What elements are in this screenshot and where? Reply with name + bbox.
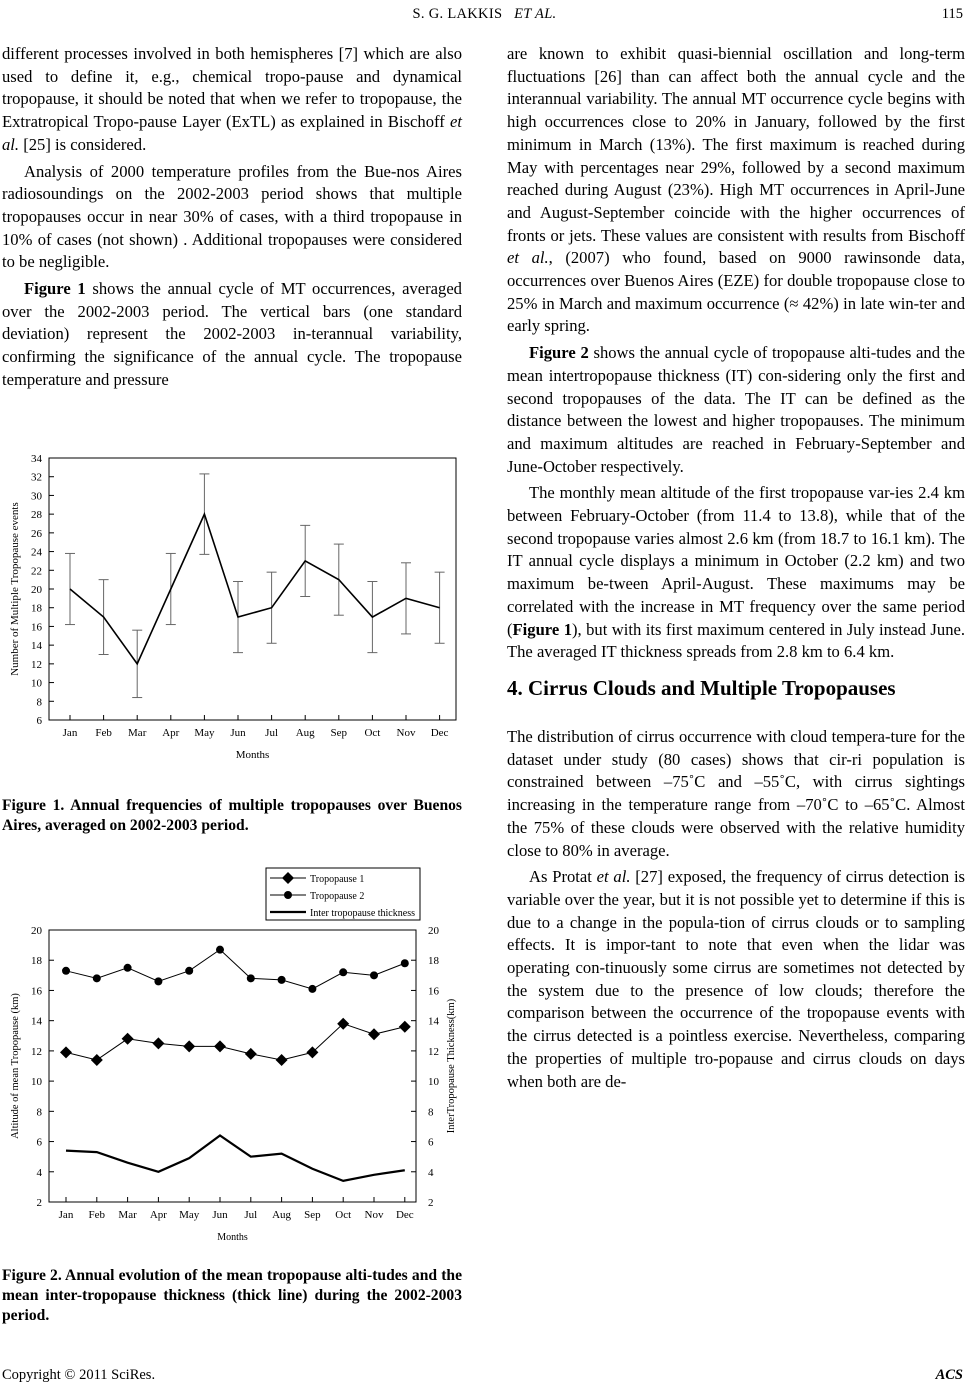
series-line — [66, 1136, 405, 1181]
data-point — [185, 967, 193, 975]
figure-2-reference[interactable]: Figure 2 — [529, 343, 589, 363]
y-tick-label-left: 20 — [31, 925, 42, 937]
data-point — [245, 1048, 257, 1060]
header-authors: S. G. LAKKIS — [412, 6, 503, 22]
x-tick-label: Feb — [95, 727, 112, 739]
data-point — [368, 1028, 380, 1040]
x-tick-label: Mar — [118, 1209, 137, 1221]
y-tick-label-right: 18 — [428, 955, 439, 968]
x-tick-label: Aug — [295, 727, 315, 739]
figure-1-chart — [2, 450, 462, 760]
y-tick-label-left: 10 — [31, 1076, 42, 1089]
data-point — [278, 976, 286, 984]
data-point — [214, 1040, 226, 1052]
data-point — [216, 946, 224, 954]
y-tick-label: 26 — [31, 527, 42, 540]
section-heading: 4. Cirrus Clouds and Multiple Tropopauses — [507, 675, 896, 700]
x-tick-label: Aug — [272, 1209, 292, 1221]
legend-label: Tropopause 1 — [310, 874, 365, 885]
right-paragraph-5: As Protat et al. [27] exposed, the frequency of cirrus detection is variable over the year, but it is not possible yet to determine if this is due to a change in the popula-tion of cirrus clouds or to sampling effects. It is impor-tant to note that even when the lidar was operating con-tinuously some cirrus are sometimes not detected by the system due to the presence of low clouds; therefore the comparison between the occurrence of the tropopause events with the cirrus detected is a pointless exercise. Nevertheless, comparing the properties of multiple tro-popause and cirrus clouds on days when both are de- — [507, 867, 966, 1091]
x-tick-label: Jan — [62, 727, 78, 739]
x-tick-label: Jan — [58, 1209, 74, 1221]
x-tick-label: Apr — [149, 1209, 167, 1221]
data-point — [370, 971, 378, 979]
data-point — [93, 974, 101, 982]
figure-1 — [2, 450, 462, 760]
y-tick-label-left: 14 — [31, 1015, 42, 1028]
y-tick-label-right: 20 — [428, 925, 439, 937]
data-point — [60, 1046, 72, 1058]
data-point — [284, 891, 292, 899]
figure-2 — [2, 860, 462, 1252]
y-tick-label-left: 16 — [31, 985, 42, 998]
right-column — [507, 43, 965, 1097]
y-tick-label: 32 — [31, 471, 42, 484]
x-tick-label: Oct — [364, 727, 381, 739]
journal-name: ACS — [935, 1367, 963, 1383]
y-tick-label: 10 — [31, 677, 42, 690]
left-paragraph-2: Analysis of 2000 temperature profiles from the Bue-nos Aires radiosoundings on the 2002-2003 period shows that multiple tropopauses occur in near 30% of cases, with a third tropopause in 10% of cases (not shown) . Additional tropopauses were considered to be negligible. — [2, 161, 462, 272]
left-column — [2, 43, 462, 396]
x-tick-label: Apr — [162, 727, 180, 739]
copyright: Copyright © 2011 SciRes. — [2, 1367, 156, 1383]
x-tick-label: May — [179, 1209, 200, 1221]
legend-label: Tropopause 2 — [310, 891, 365, 902]
x-axis-label: Months — [235, 749, 270, 760]
y-tick-label: 22 — [31, 565, 42, 578]
x-tick-label: Feb — [88, 1209, 106, 1221]
series-line — [66, 1024, 405, 1060]
series-line — [66, 950, 405, 989]
figure-1-reference-2[interactable]: Figure 1 — [512, 619, 572, 639]
x-tick-label: Dec — [430, 727, 449, 739]
figure-2-chart — [2, 860, 462, 1252]
left-paragraph-3: Figure 1 shows the annual cycle of MT occurrences, averaged over the 2002-2003 period. The vertical bars (one standard deviation) represent the 2002-2003 in-terannual variability, confirming the significance of the annual cycle. The tropopause temperature and pressure — [2, 279, 462, 389]
figure-2-caption: Figure 2. Annual evolution of the mean tropopause alti-tudes and the mean inter-tropopause thickness (thick line) during the 2002-2003 period. — [2, 1267, 462, 1324]
y-tick-label-right: 8 — [428, 1106, 434, 1119]
right-paragraph-3: The monthly mean altitude of the first tropopause var-ies 2.4 km between February-October (from 11.4 to 13.8), while that of the second tropopause varies almost 2.6 km (from 18.7 to 16.1 km). The IT annual cycle displays a minimum in October (2.2 km) and two maximum be-tween April-August. These maximums may be correlated with the increase in MT frequency over the same period (Figure 1), but with its first maximum centered in July instead June. The averaged IT thickness spreads from 2.8 km to 6.4 km. — [507, 483, 965, 662]
y-tick-label-left: 4 — [36, 1166, 42, 1179]
y-tick-label: 6 — [36, 715, 42, 727]
x-tick-label: Jul — [265, 727, 279, 739]
left-paragraph-1: different processes involved in both hemispheres [7] which are also used to define it, e.g., chemical tropo-pause and dynamical tropopause, it should be noted that when we refer to tropopause, the Extratropical Tropo-pause Layer (ExTL) as explained in Bischoff et al. [25] is considered. — [2, 44, 462, 154]
x-axis-label: Months — [217, 1232, 248, 1243]
x-tick-label: Jun — [212, 1209, 228, 1221]
y-axis-label-left: Altitude of mean Tropopause (km) — [10, 993, 21, 1139]
data-point — [124, 964, 132, 972]
y-tick-label: 12 — [31, 658, 42, 671]
right-paragraph-1: are known to exhibit quasi-biennial oscillation and long-term fluctuations [26] than can affect both the annual cycle and the interannual variability. The annual MT occurrence cycle begins with high occurrences close to 20% in January, followed by the first minimum in March (13%). The first maximum is reached during May with percentages near 29%, followed by a second maximum reached during August (23%). High MT occurrences in April-June and August-September coincide with the higher occurrences of fronts or jets. These values are consistent with results from Bischoff et al., (2007) who found, based on 9000 rawinsonde data, occurrences over Buenos Aires (EZE) for double tropopause close to 25% in March and maximum occurrence (≈ 42%) in late win-ter and early spring. — [507, 44, 965, 336]
y-axis-label-right: InterTropopause Thickness(km) — [446, 998, 457, 1134]
y-tick-label-left: 12 — [31, 1045, 42, 1058]
page-number: 115 — [941, 6, 963, 22]
y-tick-label-left: 8 — [36, 1106, 42, 1119]
x-tick-label: Nov — [364, 1209, 384, 1221]
header-et-al: ET AL. — [514, 6, 557, 22]
data-point — [399, 1021, 411, 1033]
data-point — [247, 974, 255, 982]
y-tick-label-right: 12 — [428, 1045, 439, 1058]
x-tick-label: Jul — [244, 1209, 258, 1221]
data-point — [276, 1054, 288, 1066]
data-point — [183, 1040, 195, 1052]
y-tick-label-right: 16 — [428, 985, 439, 998]
page-header — [0, 6, 969, 28]
y-tick-label: 18 — [31, 602, 42, 615]
y-tick-label-left: 2 — [36, 1197, 42, 1209]
data-point — [308, 985, 316, 993]
y-tick-label-right: 2 — [428, 1197, 434, 1209]
figure-1-caption: Figure 1. Annual frequencies of multiple tropopauses over Buenos Aires, averaged on 2002-2003 period. — [2, 797, 462, 834]
y-tick-label-left: 6 — [36, 1136, 42, 1149]
x-tick-label: Sep — [304, 1209, 321, 1221]
data-point — [122, 1033, 134, 1045]
x-tick-label: Sep — [330, 727, 348, 739]
y-tick-label: 24 — [31, 546, 42, 559]
x-tick-label: May — [194, 727, 215, 739]
y-tick-label: 14 — [31, 640, 42, 653]
y-tick-label-left: 18 — [31, 955, 42, 968]
y-tick-label: 16 — [31, 621, 42, 634]
data-point — [152, 1037, 164, 1049]
x-tick-label: Jun — [230, 727, 246, 739]
running-head — [0, 6, 969, 23]
x-tick-label: Oct — [335, 1209, 352, 1221]
y-tick-label-right: 14 — [428, 1015, 439, 1028]
data-point — [62, 967, 70, 975]
right-paragraph-4: The distribution of cirrus occurrence with cloud tempera-ture for the dataset under study (80 cases) shows that cir-ri population is constrained between –75˚C and –55˚C, with cirrus sightings increasing in the temperature range from –70˚C to –65˚C. Almost the 75% of these clouds were observed with the relative humidity close to 80% in average. — [507, 726, 965, 860]
data-point — [339, 968, 347, 976]
y-tick-label: 30 — [31, 490, 42, 503]
y-tick-label: 8 — [36, 696, 42, 709]
y-tick-label-right: 4 — [428, 1166, 434, 1179]
y-tick-label-right: 6 — [428, 1136, 434, 1149]
y-tick-label-right: 10 — [428, 1076, 439, 1089]
x-tick-label: Mar — [128, 727, 147, 739]
figure-1-reference[interactable]: Figure 1 — [24, 279, 86, 299]
legend-label: Inter tropopause thickness — [310, 908, 415, 919]
right-paragraph-2: Figure 2 shows the annual cycle of tropopause alti-tudes and the mean intertropopause thickness (IT) con-sidering only the first and second tropopauses of the data. The IT can be defined as the distance between the lowest and higher tropopauses. The minimum and maximum altitudes are reached in February-September and June-October respectively. — [507, 343, 965, 476]
x-tick-label: Nov — [396, 727, 416, 739]
series-line — [70, 514, 440, 664]
data-point — [154, 977, 162, 985]
data-point — [91, 1054, 103, 1066]
x-tick-label: Dec — [395, 1209, 414, 1221]
y-tick-label: 20 — [31, 584, 42, 596]
plot-frame — [49, 458, 456, 720]
data-point — [401, 959, 409, 967]
y-axis-label: Number of Multiple Tropopause events — [9, 502, 21, 676]
y-tick-label: 28 — [31, 509, 42, 522]
plot-frame — [49, 930, 416, 1202]
y-tick-label: 34 — [31, 453, 42, 465]
